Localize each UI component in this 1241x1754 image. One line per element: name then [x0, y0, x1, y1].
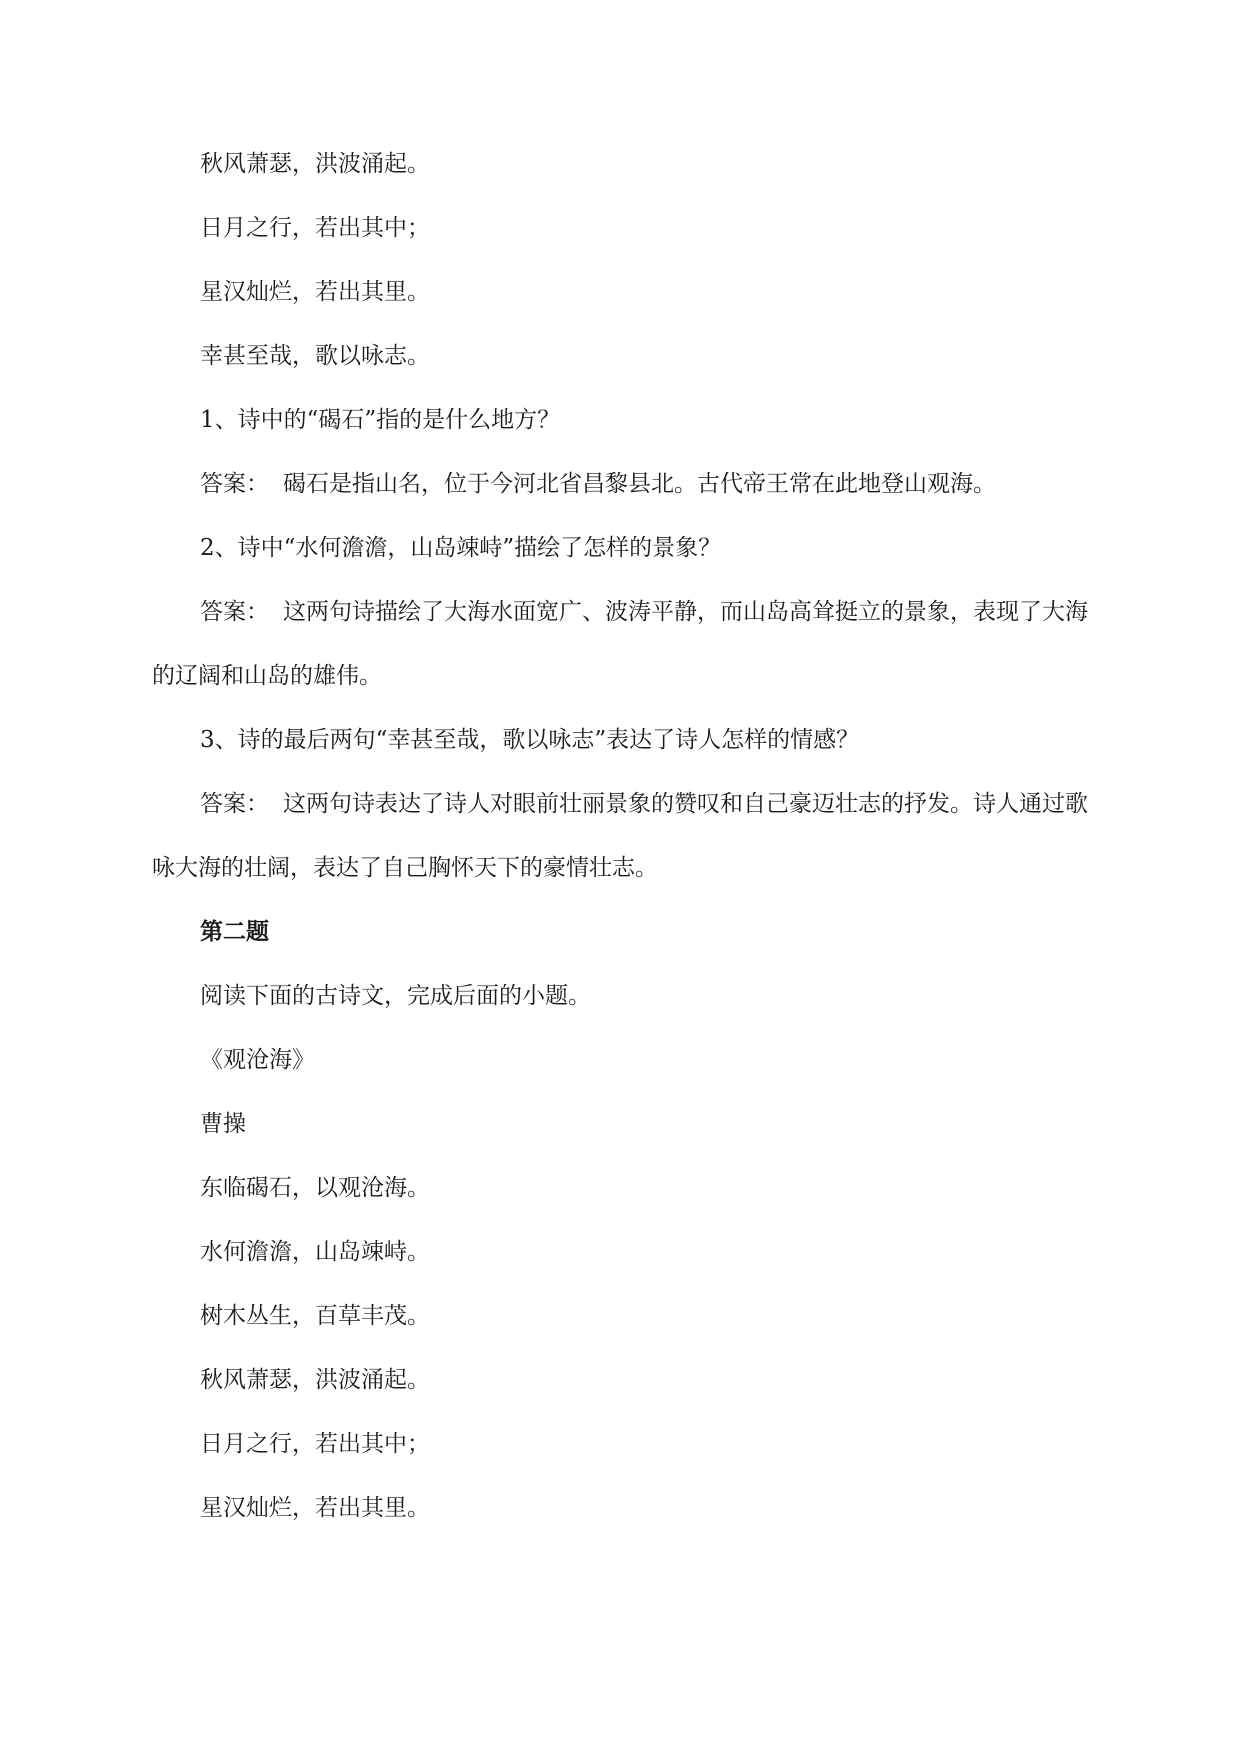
answer-label: 答案： — [200, 599, 269, 625]
poem-line: 秋风萧瑟，洪波涌起。 — [200, 151, 430, 177]
poem-line: 水何澹澹，山岛竦峙。 — [200, 1239, 430, 1265]
poem-title: 《观沧海》 — [200, 1047, 315, 1073]
poem-line: 日月之行，若出其中； — [200, 215, 430, 241]
answer-text: 这两句诗表达了诗人对眼前壮丽景象的赞叹和自己豪迈壮志的抒发。诗人通过歌咏大海的壮阔，表达了自己胸怀天下的豪情壮志。 — [152, 791, 1088, 881]
answer-1 — [152, 468, 1092, 500]
answer-label: 答案： — [200, 791, 269, 817]
poem-line: 幸甚至哉，歌以咏志。 — [200, 343, 430, 369]
answer-label: 答案： — [200, 471, 269, 497]
poem-line: 东临碣石，以观沧海。 — [200, 1175, 430, 1201]
poem-line: 树木丛生，百草丰茂。 — [200, 1303, 430, 1329]
poem-author: 曹操 — [200, 1111, 246, 1137]
section-heading: 第二题 — [200, 918, 269, 945]
answer-2 — [152, 580, 1092, 708]
instruction: 阅读下面的古诗文，完成后面的小题。 — [200, 983, 591, 1009]
poem-line: 秋风萧瑟，洪波涌起。 — [200, 1367, 430, 1393]
question-3: 3、诗的最后两句“幸甚至哉，歌以咏志”表达了诗人怎样的情感？ — [200, 727, 860, 753]
poem-line: 日月之行，若出其中； — [200, 1431, 430, 1457]
question-2: 2、诗中“水何澹澹，山岛竦峙”描绘了怎样的景象？ — [200, 535, 722, 561]
question-1: 1、诗中的“碣石”指的是什么地方？ — [200, 407, 561, 433]
poem-line: 星汉灿烂，若出其里。 — [200, 1495, 430, 1521]
answer-text: 碣石是指山名，位于今河北省昌黎县北。古代帝王常在此地登山观海。 — [283, 471, 996, 497]
answer-3 — [152, 772, 1092, 900]
answer-text: 这两句诗描绘了大海水面宽广、波涛平静，而山岛高耸挺立的景象，表现了大海的辽阔和山岛的雄伟。 — [152, 599, 1088, 689]
poem-line: 星汉灿烂，若出其里。 — [200, 279, 430, 305]
